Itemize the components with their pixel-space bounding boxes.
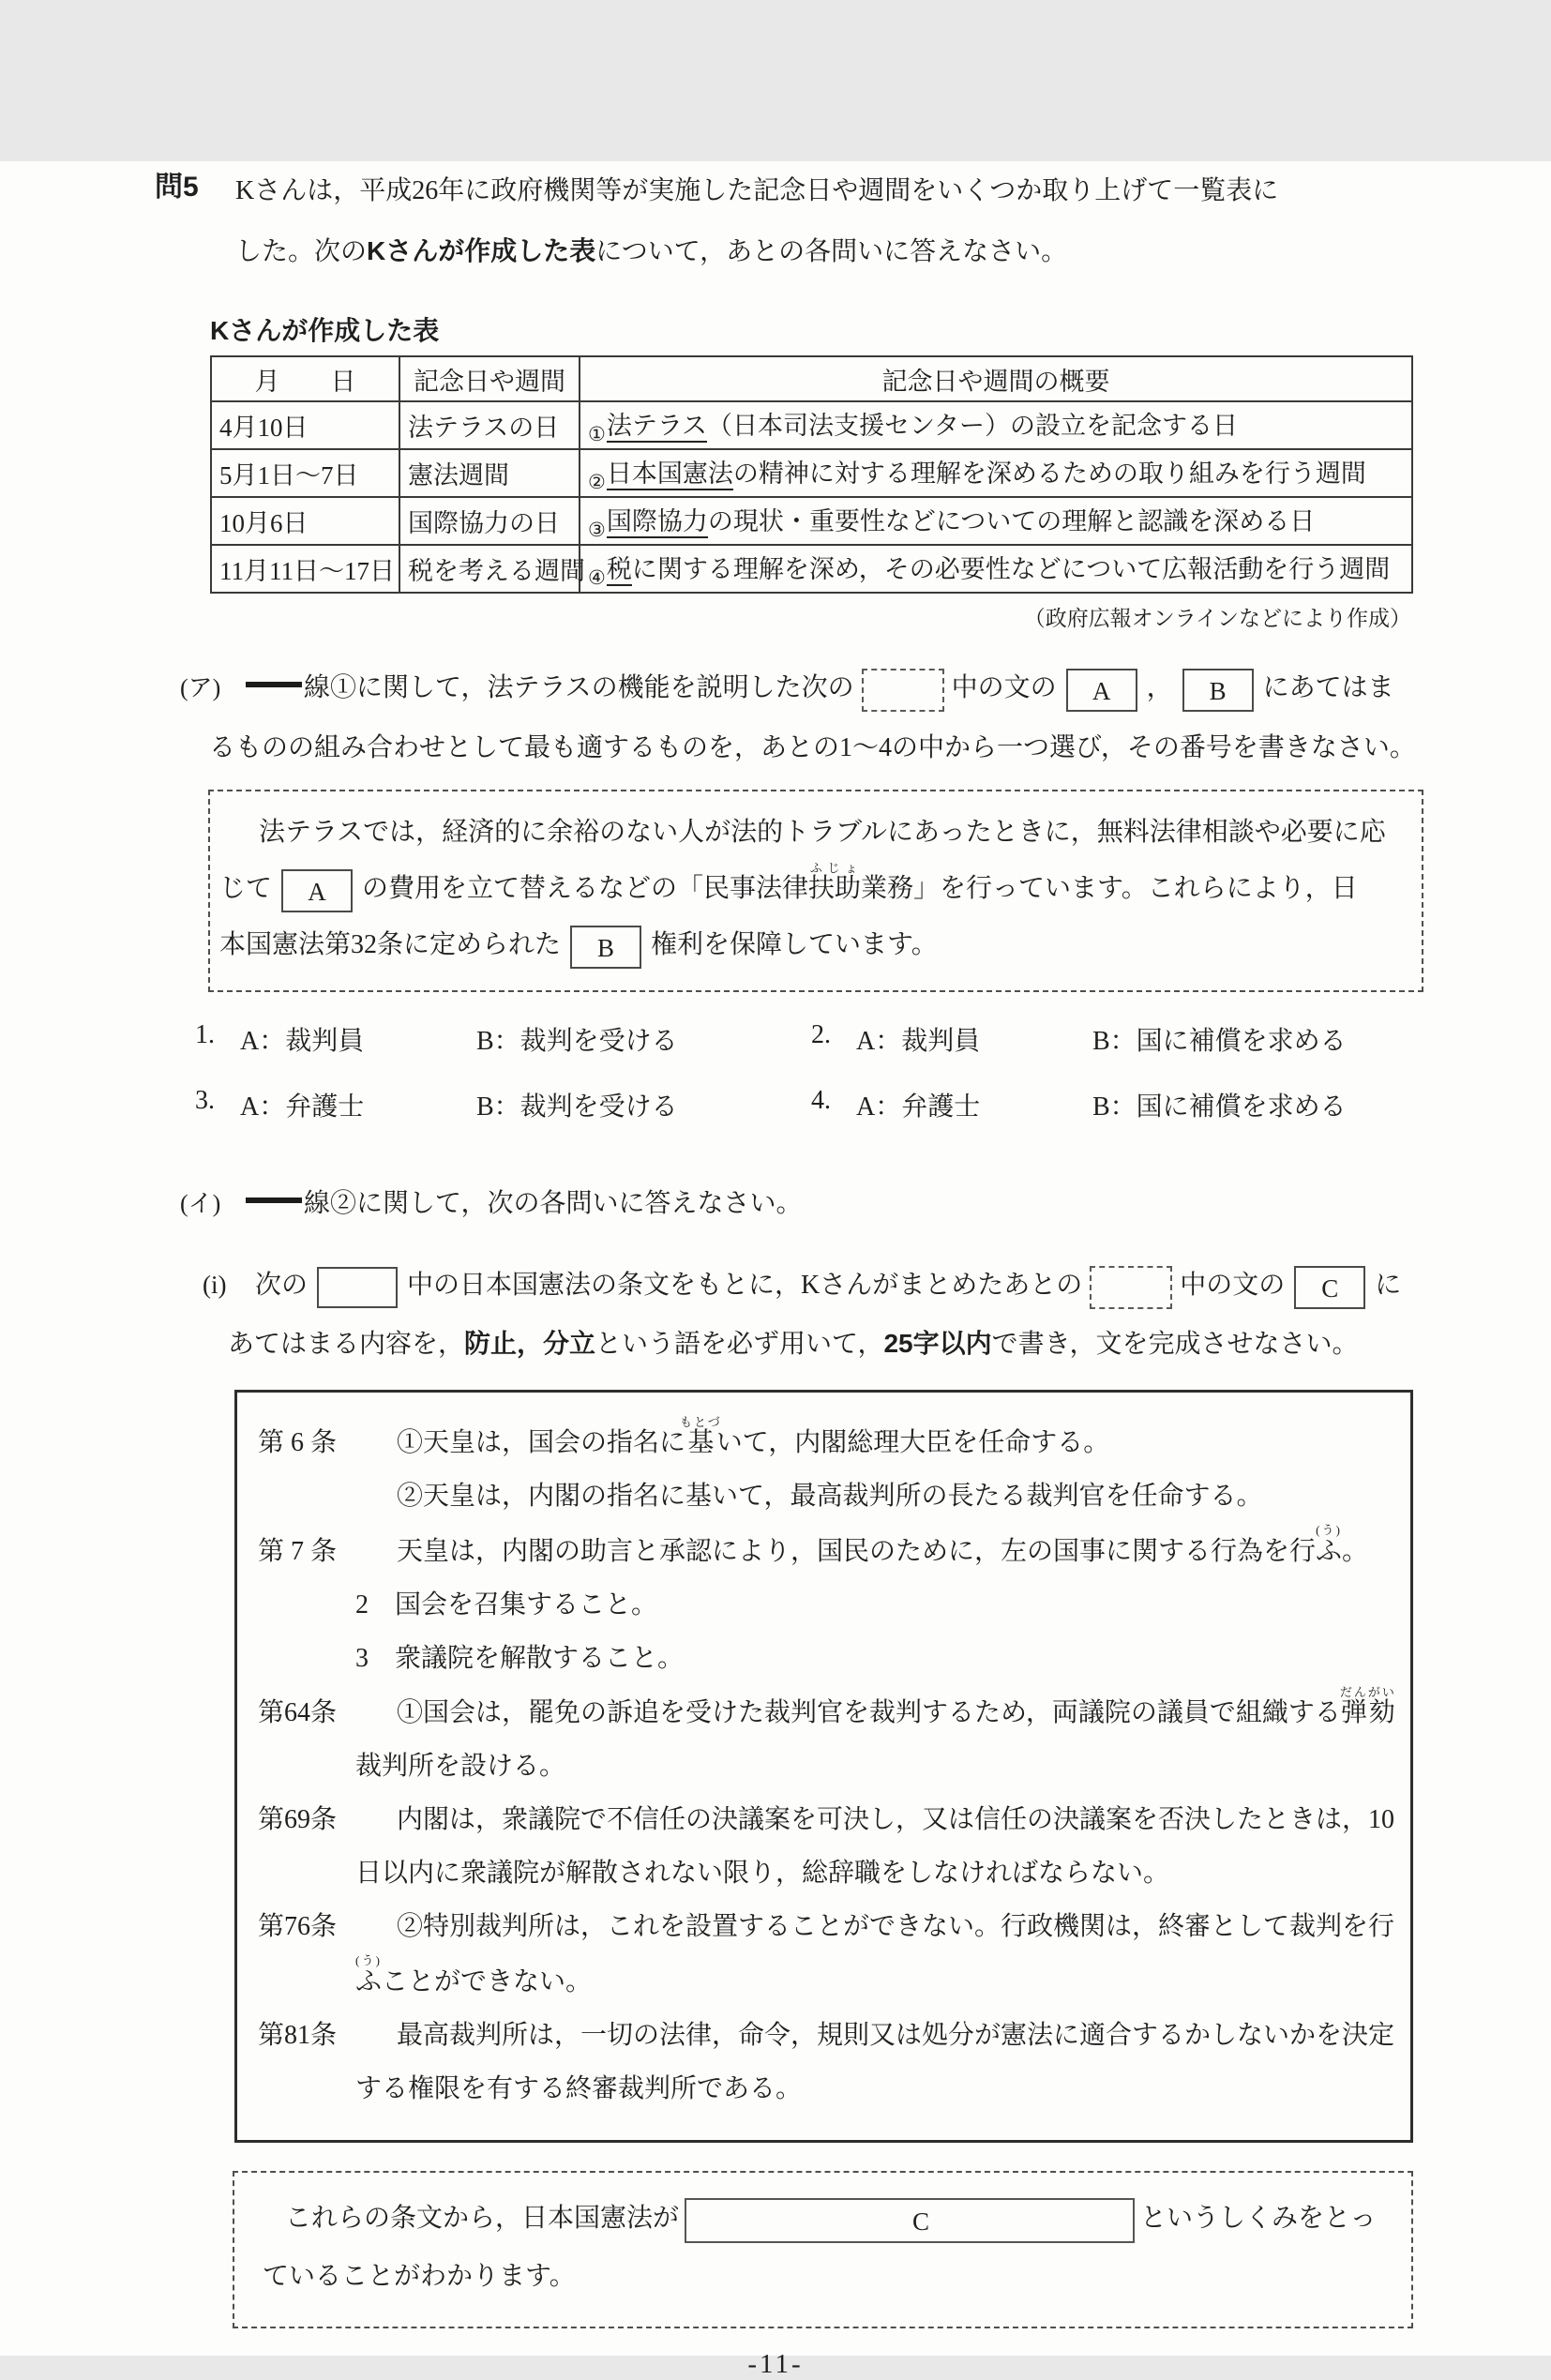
article-line — [237, 1523, 1401, 1578]
houterasu-passage-box — [208, 790, 1423, 992]
table-row — [211, 449, 1412, 497]
choice-number: 3. — [195, 1086, 215, 1115]
article-text: ことができない。 — [382, 1967, 593, 1996]
conclusion-pre: これらの条文から，日本国憲法が — [285, 2204, 680, 2233]
question-line-2 — [235, 221, 1278, 282]
passage-line-3 — [219, 917, 1405, 973]
article-text: 。 — [1342, 1537, 1369, 1566]
table-row — [211, 545, 1412, 593]
table-row — [211, 497, 1412, 545]
sub-question-a-line-1 — [180, 664, 1551, 713]
circled-number: ③ — [588, 518, 606, 541]
cell-name: 法テラスの日 — [399, 401, 580, 449]
qi2-mid: という語を必ず用いて， — [595, 1330, 884, 1359]
cell-date: 11月11日～17日 — [211, 545, 399, 593]
choice-number: 2. — [811, 1020, 831, 1049]
blank-box-b: B — [570, 926, 641, 969]
passage-line-1: 法テラスでは，経済的に余裕のない人が法的トラブルにあったときに，無料法律相談や必要に応 — [259, 818, 1386, 847]
dashed-frame-reference-box — [1090, 1266, 1172, 1309]
qi1-mid2: 中の文の — [1180, 1271, 1286, 1300]
sub-question-a-label: (ア) — [180, 674, 221, 701]
table-source-note: （政府広報オンラインなどにより作成） — [1023, 607, 1411, 630]
ruby-text: ふじょ — [808, 861, 862, 875]
cell-date: 10月6日 — [211, 497, 399, 545]
cell-summary — [580, 449, 1412, 497]
ruby-fujo — [808, 861, 862, 903]
sub-question-i1-label: (i) — [203, 1271, 227, 1299]
qi2-post: で書き，文を完成させなさい。 — [991, 1330, 1359, 1359]
ruby-dangai — [1339, 1685, 1396, 1727]
ruby-text: (う) — [1316, 1523, 1343, 1537]
ruby-motozu — [680, 1415, 722, 1457]
article-line — [237, 1900, 1401, 1953]
solid-frame-reference-box — [317, 1267, 398, 1308]
article-line: ②天皇は，内閣の指名に基いて，最高裁判所の長たる裁判官を任命する。 — [397, 1482, 1263, 1511]
qa-line1-pre: 線①に関して，法テラスの機能を説明した次の — [304, 673, 854, 702]
qi1-post: に — [1375, 1271, 1402, 1300]
choices-row-2 — [195, 1086, 1551, 1123]
choice-a-value: A：弁護士 — [856, 1092, 981, 1122]
choice-1 — [195, 1020, 811, 1058]
cell-name: 憲法週間 — [399, 449, 580, 497]
ruby-text: (う) — [355, 1953, 382, 1967]
table-row — [211, 401, 1412, 449]
ruby-base: ふ — [1316, 1537, 1343, 1566]
article-text: ①天皇は，国会の指名に — [397, 1428, 686, 1457]
choice-number: 1. — [195, 1020, 215, 1049]
ruby-text: もとづ — [680, 1415, 722, 1429]
conclusion-line-1 — [263, 2190, 1389, 2248]
ruby-base: 基 — [680, 1428, 722, 1457]
article-text: 最高裁判所は，一切の法律，命令，規則又は処分が憲法に適合するかしないかを決定 — [397, 2021, 1395, 2050]
sub-question-i1-line-1 — [203, 1260, 1551, 1310]
article-number: 第64条 — [258, 1698, 338, 1727]
page-number: -11- — [747, 2349, 804, 2379]
circled-number: ④ — [588, 565, 606, 589]
question-5-heading — [155, 161, 1438, 282]
qa-comma: ， — [1146, 673, 1173, 702]
article-number: 第69条 — [258, 1805, 338, 1834]
summary-text: の精神に対する理解を深めるための取り組みを行う週間 — [732, 459, 1366, 488]
choices-row-1 — [195, 1020, 1551, 1058]
required-word-boushi-bunritsu: 防止，分立 — [464, 1329, 596, 1358]
choice-a-value: A：裁判員 — [240, 1027, 365, 1056]
qa-line1-post: にあてはま — [1262, 673, 1394, 702]
ruby-base: 弾劾 — [1339, 1698, 1396, 1727]
cell-summary — [580, 545, 1412, 593]
article-line — [237, 1793, 1401, 1846]
question-line-2-pre: した。次の — [235, 237, 368, 266]
blank-box-a: A — [281, 869, 353, 912]
blank-box-a: A — [1066, 669, 1137, 712]
passage-l3-pre: 本国憲法第32条に定められた — [219, 930, 562, 959]
reference-underline-rule — [246, 682, 302, 687]
blank-box-b: B — [1182, 669, 1254, 712]
article-text: ②特別裁判所は，これを設置することができない。行政機関は，終審として裁判を行 — [397, 1912, 1395, 1941]
article-text: 天皇は，内閣の助言と承認により，国民のために，左の国事に関する行為を行 — [397, 1537, 1317, 1566]
conclusion-post: というしくみをとっ — [1140, 2204, 1377, 2233]
conclusion-box — [233, 2171, 1413, 2328]
passage-l3-post: 権利を保障しています。 — [651, 930, 938, 959]
choice-b-value: B：国に補償を求める — [1092, 1027, 1347, 1056]
cell-name: 税を考える週間 — [399, 545, 580, 593]
dashed-frame-reference-box — [862, 669, 944, 712]
passage-line-2 — [219, 861, 1405, 917]
underlined-term: 法テラス — [607, 412, 707, 443]
question-number: 問5 — [155, 172, 199, 203]
commemoration-table — [210, 355, 1413, 594]
article-number: 第76条 — [258, 1912, 338, 1941]
header-name: 記念日や週間 — [399, 356, 580, 401]
qi-line: 線②に関して，次の各問いに答えなさい。 — [304, 1189, 803, 1218]
article-text: ①国会は，罷免の訴追を受けた裁判官を裁判するため，両議院の議員で組織する — [397, 1698, 1341, 1727]
choice-a-value: A：弁護士 — [240, 1092, 365, 1122]
choices — [0, 1020, 1551, 1123]
ruby-text: だんがい — [1339, 1685, 1396, 1699]
article-line-continuation — [237, 1953, 1401, 2009]
ruby-base: ふ — [355, 1967, 383, 1996]
table-header-row — [211, 356, 1412, 401]
sub-question-i-label: (イ) — [180, 1190, 221, 1217]
ruby-u — [355, 1953, 383, 1996]
blank-box-c: C — [1294, 1266, 1365, 1309]
article-line-continuation: 日以内に衆議院が解散されない限り，総辞職をしなければならない。 — [355, 1859, 1170, 1888]
underlined-term: 税 — [607, 555, 632, 586]
summary-text: の現状・重要性などについての理解と認識を深める日 — [707, 506, 1316, 535]
choice-4 — [811, 1086, 1427, 1123]
ruby-base: 扶助 — [808, 874, 862, 903]
summary-text: に関する理解を深め，その必要性などについて広報活動を行う週間 — [631, 554, 1391, 583]
qi1-pre: 次の — [255, 1271, 309, 1300]
qi2-pre: あてはまる内容を， — [228, 1330, 465, 1359]
sub-question-a — [180, 664, 1551, 767]
article-text: いて，内閣総理大臣を任命する。 — [715, 1428, 1110, 1457]
question-line-1-text: Kさんは，平成26年に政府機関等が実施した記念日や週間をいくつか取り上げて一覧表に — [235, 176, 1279, 205]
cell-summary — [580, 401, 1412, 449]
question-line-1 — [235, 161, 1278, 221]
circled-number: ① — [588, 422, 606, 445]
qa-line1-mid: 中の文の — [951, 673, 1057, 702]
article-line — [237, 2009, 1401, 2062]
article-number: 第 7 条 — [258, 1537, 338, 1566]
article-sub-item: 3 衆議院を解散すること。 — [355, 1644, 685, 1673]
question-line-2-table-ref: Kさんが作成した表 — [367, 236, 596, 265]
blank-box-c-wide: C — [685, 2198, 1135, 2243]
sub-question-i — [180, 1180, 1551, 1228]
circled-number: ② — [588, 470, 606, 493]
article-line — [237, 1685, 1401, 1740]
sub-question-i-line — [180, 1180, 1551, 1228]
choice-b-value: B：裁判を受ける — [476, 1027, 678, 1056]
choice-number: 4. — [811, 1086, 831, 1115]
summary-text: （日本司法支援センター）の設立を記念する日 — [707, 411, 1238, 440]
choice-3 — [195, 1086, 811, 1123]
choice-b-value: B：裁判を受ける — [476, 1092, 678, 1122]
header-summary: 記念日や週間の概要 — [580, 356, 1412, 401]
cell-name: 国際協力の日 — [399, 497, 580, 545]
question-line-2-post: について，あとの各問いに答えなさい。 — [595, 237, 1068, 266]
sub-question-a-line-2: るものの組み合わせとして最も適するものを，あとの1～4の中から一つ選び，その番号を書きなさい。 — [209, 733, 1416, 762]
underlined-term: 国際協力 — [607, 507, 708, 538]
question-text — [235, 161, 1278, 282]
article-text: 内閣は，衆議院で不信任の決議案を可決し，又は信任の決議案を否決したときは，10 — [397, 1805, 1395, 1834]
sub-question-i1-line-2 — [228, 1325, 1551, 1363]
article-line-continuation: 裁判所を設ける。 — [355, 1752, 566, 1781]
table-title: Kさんが作成した表 — [210, 316, 440, 345]
constitution-articles-box — [234, 1390, 1413, 2143]
underlined-term: 日本国憲法 — [607, 459, 733, 490]
ruby-u — [1316, 1523, 1343, 1566]
cell-summary — [580, 497, 1412, 545]
exam-page — [0, 161, 1551, 2379]
choice-b-value: B：国に補償を求める — [1092, 1092, 1347, 1122]
passage-l2-mid: の費用を立て替えるなどの「民事法律 — [362, 874, 809, 903]
passage-l2-post: 業務」を行っています。これらにより，日 — [861, 874, 1358, 903]
cell-date: 5月1日～7日 — [211, 449, 399, 497]
article-line-continuation: する権限を有する終審裁判所である。 — [355, 2074, 803, 2103]
cell-date: 4月10日 — [211, 401, 399, 449]
sub-question-i-1 — [203, 1260, 1551, 1363]
reference-underline-rule — [246, 1198, 302, 1203]
article-number: 第81条 — [258, 2021, 338, 2050]
header-date: 月 日 — [211, 356, 399, 401]
qi1-mid1: 中の日本国憲法の条文をもとに，Kさんがまとめたあとの — [407, 1271, 1083, 1300]
char-limit: 25字以内 — [883, 1329, 992, 1358]
passage-l2-pre: じて — [219, 874, 273, 903]
choice-a-value: A：裁判員 — [856, 1027, 981, 1056]
article-number: 第 6 条 — [258, 1428, 338, 1457]
article-line — [237, 1415, 1401, 1469]
conclusion-line-2: ていることがわかります。 — [263, 2262, 576, 2291]
choice-2 — [811, 1020, 1427, 1058]
article-sub-item: 2 国会を召集すること。 — [355, 1590, 658, 1619]
